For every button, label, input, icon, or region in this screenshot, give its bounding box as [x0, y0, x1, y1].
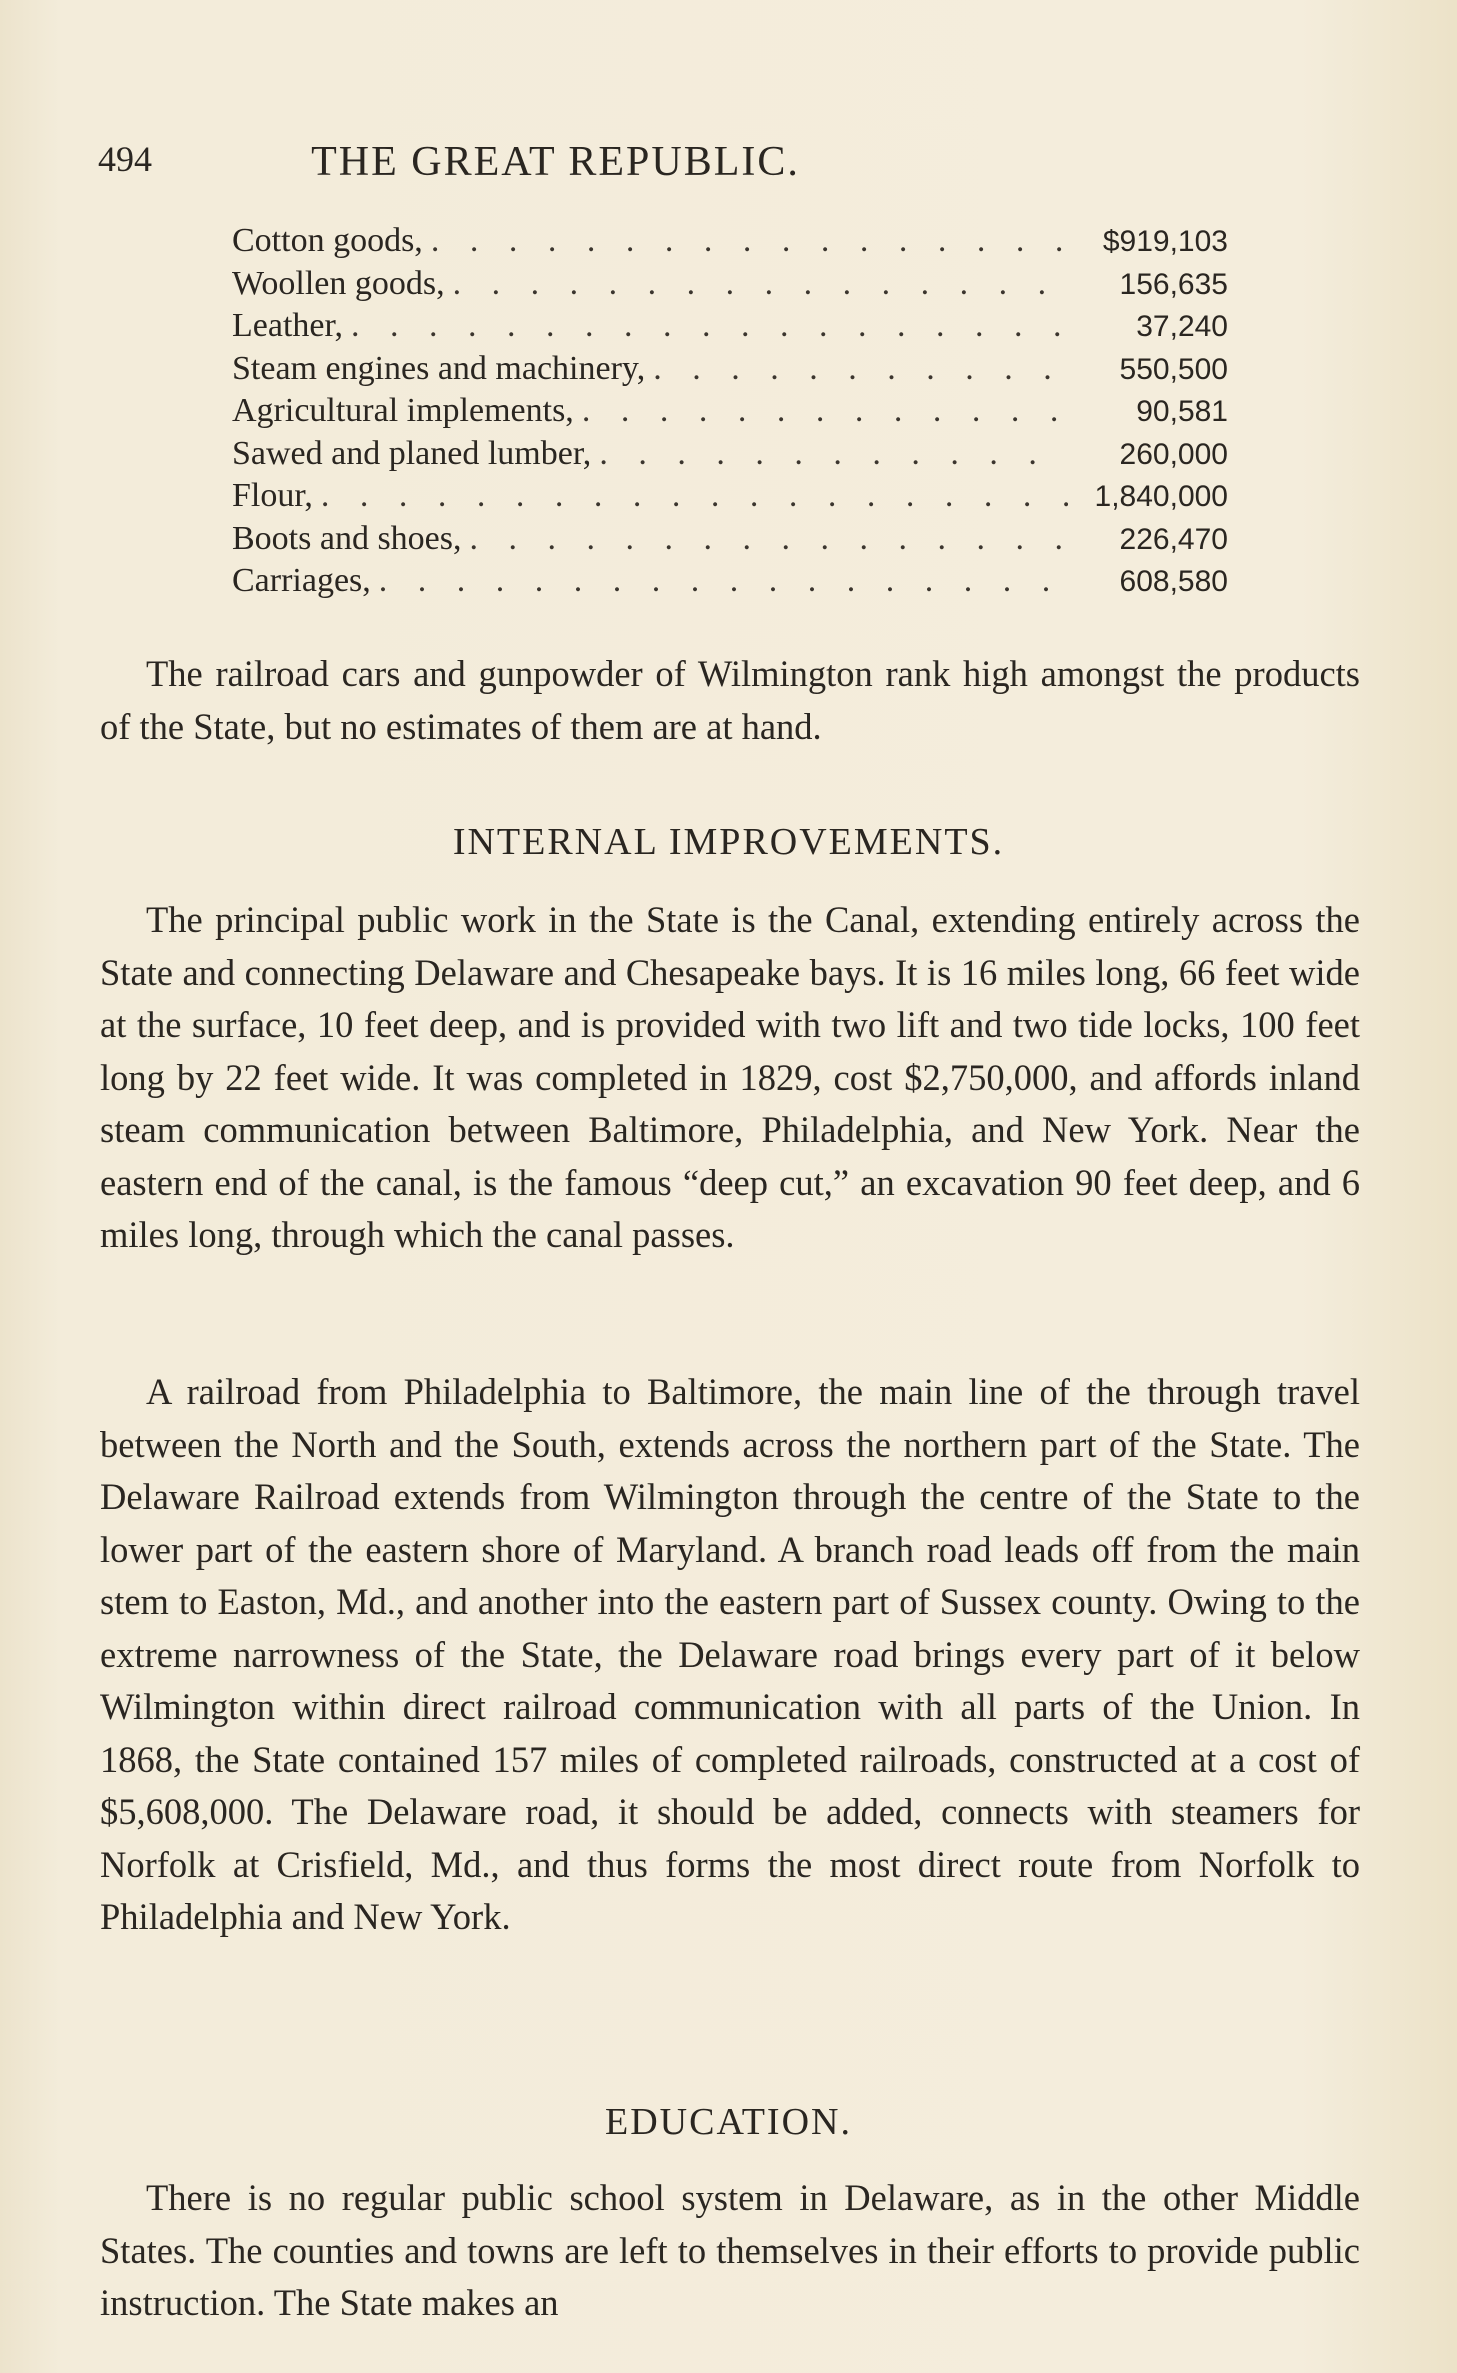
leader-dots	[313, 477, 1068, 515]
table-row	[232, 392, 1228, 435]
running-title: THE GREAT REPUBLIC.	[311, 139, 800, 185]
page-header	[98, 138, 1013, 198]
education-paragraph: There is no regular public school system in Delaware, as in the other Middle States. The counties and towns are left to themselves in their efforts to provide public instruction. The State makes an	[100, 2177, 1360, 2323]
table-row	[232, 350, 1228, 393]
railroad-paragraph: A railroad from Philadelphia to Baltimore, the main line of the through travel between the North and the South, extends across the northern part of the State. The Delaware Railroad extends from Wilmington through the centre of the State to the lower part of the eastern shore of Maryland. A branch road leads off from the main stem to Easton, Md., and another into the eastern part of Sussex county. Owing to the extreme narrowness of the State, the Delaware road brings every part of it below Wilmington within direct railroad communication with all parts of the Union. In 1868, the State contained 157 miles of completed railroads, constructed at a cost of $5,608,000. The Delaware road, it should be added, connects with steamers for Norfolk at Crisfield, Md., and thus forms the most direct route from Norfolk to Philadelphia and New York.	[100, 1371, 1360, 1937]
product-label: Flour,	[232, 477, 313, 514]
table-row	[232, 222, 1228, 265]
product-value: $919,103	[1102, 225, 1228, 258]
product-value: 90,581	[1136, 395, 1228, 428]
product-value: 608,580	[1119, 565, 1228, 598]
products-table	[232, 222, 1228, 605]
product-label: Carriages,	[232, 562, 371, 599]
product-label: Steam engines and machinery,	[232, 349, 646, 387]
product-value: 260,000	[1119, 437, 1228, 471]
table-row	[232, 265, 1228, 308]
product-label: Boots and shoes,	[232, 519, 462, 557]
leader-dots	[423, 222, 1068, 260]
canal-paragraph: The principal public work in the State is the Canal, extending entirely across the State and connecting Delaware and Chesapeake bays. It is 16 miles long, 66 feet wide at the surface, 10 feet deep, and is provided with two lift and two tide locks, 100 feet long by 22 feet wide. It was completed in 1829, cost $2,750,000, and affords inland steam communication between Baltimore, Philadelphia, and New York. Near the eastern end of the canal, is the famous “deep cut,” an excavation 90 feet deep, and 6 miles long, through which the canal passes.	[100, 899, 1360, 1255]
leader-dots	[574, 392, 1068, 430]
leader-dots	[462, 520, 1069, 558]
leader-dots	[645, 350, 1068, 388]
table-row	[232, 520, 1228, 563]
table-row	[232, 307, 1228, 350]
table-row	[232, 477, 1228, 520]
product-label: Agricultural implements,	[232, 392, 574, 429]
leader-dots	[371, 562, 1068, 600]
internal-improvements-heading: INTERNAL IMPROVEMENTS.	[452, 821, 1005, 863]
leader-dots	[343, 307, 1068, 345]
product-value: 226,470	[1119, 522, 1228, 556]
product-label: Leather,	[232, 307, 343, 344]
leader-dots	[591, 435, 1068, 473]
product-value: 156,635	[1119, 267, 1228, 301]
leader-dots	[445, 265, 1068, 303]
table-row	[232, 435, 1228, 478]
product-value: 1,840,000	[1094, 480, 1228, 513]
product-value: 37,240	[1136, 310, 1228, 343]
product-label: Cotton goods,	[232, 222, 423, 259]
railroad-cars-paragraph: The railroad cars and gunpowder of Wilmington rank high amongst the products of the State, but no estimates of them are at hand.	[100, 653, 1360, 747]
product-value: 550,500	[1119, 352, 1228, 386]
education-heading: EDUCATION.	[605, 2101, 852, 2143]
product-label: Sawed and planed lumber,	[232, 434, 592, 472]
table-row	[232, 562, 1228, 605]
product-label: Woollen goods,	[232, 264, 445, 302]
page-number: 494	[98, 139, 152, 179]
